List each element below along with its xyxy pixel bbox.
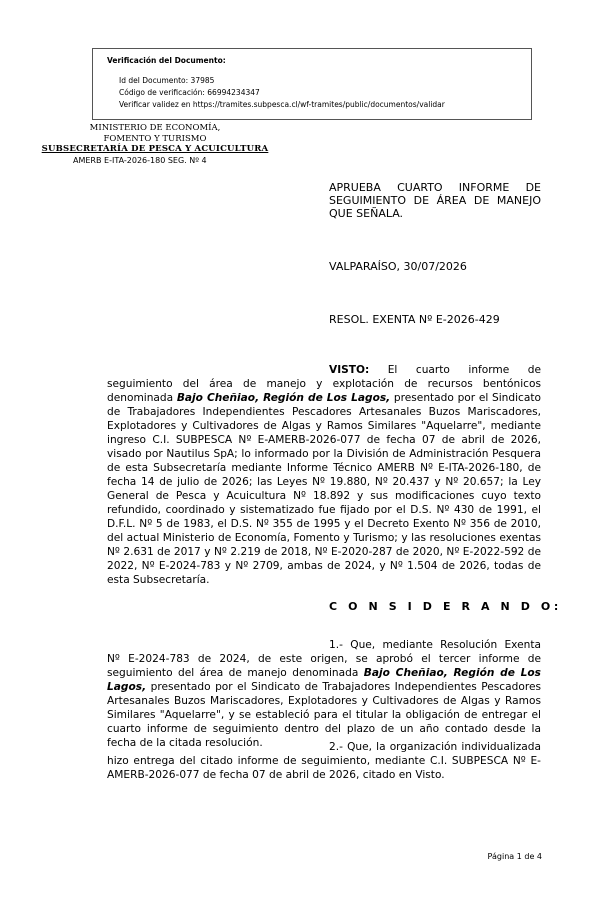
subsecretaria-name: SUBSECRETARÍA DE PESCA Y ACUICULTURA <box>41 144 269 154</box>
considerando-item-1 <box>107 638 541 750</box>
verification-code: • Código de verificación: 66994234347 <box>119 87 521 99</box>
considerando-1-text-2: presentado por el Sindicato de Trabajadores Independientes Pescadores Artesanales Buzos Mariscadores, Explotadores y Cultivadores de Algas y Ramos Similares "Aquelarre", y se estableció para el titular la obligación de entregar el cuarto informe de seguimiento dentro del plazo de un año contado desde la fecha de la citada resolución. <box>107 681 541 749</box>
ministry-line-1: MINISTERIO DE ECONOMÍA, <box>89 123 221 133</box>
document-reference: AMERB E-ITA-2026-180 SEG. Nº 4 <box>73 156 207 165</box>
verification-title: Verificación del Documento: <box>107 56 226 65</box>
page-number: Página 1 de 4 <box>487 852 542 861</box>
visto-text-2: presentado por el Sindicato de Trabajadores Independientes Pescadores Artesanales Buzos Mariscadores, Explotadores y Cultivadores de Algas y Ramos Similares "Aquelarre", mediante ingreso C.I. SUBPESCA Nº E-AMERB-2026-077 de fecha 07 de abril de 2026, visado por Nautilus SpA; lo informado por la División de Administración Pesquera de esta Subsecretaría mediante Informe Técnico AMERB Nº E-ITA-2026-180, de fecha 14 de julio de 2026; las Leyes Nº 19.880, Nº 20.437 y Nº 20.657; la Ley General de Pesca y Acuicultura Nº 18.892 y sus modificaciones cuyo texto refundido, coordinado y sistematizado fue fijado por el D.S. Nº 430 de 1991, el D.F.L. Nº 5 de 1983, el D.S. Nº 355 de 1995 y el Decreto Exento Nº 356 de 2010, del actual Ministerio de Economía, Fomento y Turismo; y las resoluciones exentas Nº 2.631 de 2017 y Nº 2.219 de 2018, Nº E-2020-287 de 2020, Nº E-2022-592 de 2022, Nº E-2024-783 y Nº 2709, ambas de 2024, y Nº 1.504 de 2026, todas de esta Subsecretaría. <box>107 392 541 586</box>
verification-url[interactable]: • Verificar validez en https://tramites.subpesca.cl/wf-tramites/public/documentos/validar <box>119 99 521 111</box>
considerando-item-2 <box>107 740 541 782</box>
visto-area-name: Bajo Cheñiao, Región de Los Lagos, <box>176 392 391 404</box>
issuer-header <box>30 123 280 155</box>
considerando-2-text-1: 2.- Que, la organización individualizada hizo entrega del citado informe de seguimiento, mediante C.I. SUBPESCA Nº E-AMERB-2026-077 de fecha 07 de abril de 2026, citado en Visto. <box>107 741 541 781</box>
verification-id: • Id del Documento: 37985 <box>119 75 521 87</box>
visto-paragraph <box>107 363 541 587</box>
visto-label: VISTO: <box>329 364 370 376</box>
considerando-1-text-1: 1.- Que, mediante Resolución Exenta Nº E-2024-783 de 2024, de este origen, se aprobó el tercer informe de seguimiento del área de manejo denominada <box>107 639 541 679</box>
considerando-heading: C O N S I D E R A N D O: <box>329 600 562 613</box>
verification-list <box>107 75 521 111</box>
place-date: VALPARAÍSO, 30/07/2026 <box>329 260 467 273</box>
resolution-number: RESOL. EXENTA Nº E-2026-429 <box>329 313 500 326</box>
ministry-line-2: FOMENTO Y TURISMO <box>103 133 207 144</box>
resolution-subject: APRUEBA CUARTO INFORME DE SEGUIMIENTO DE ÁREA DE MANEJO QUE SEÑALA. <box>329 181 541 220</box>
visto-text-1: El cuarto informe de seguimiento del área de manejo y explotación de recursos bentónicos denominada <box>107 364 541 404</box>
verification-box <box>92 48 532 120</box>
considerando-1-area-name: Bajo Cheñiao, Región de Los Lagos, <box>107 667 541 693</box>
